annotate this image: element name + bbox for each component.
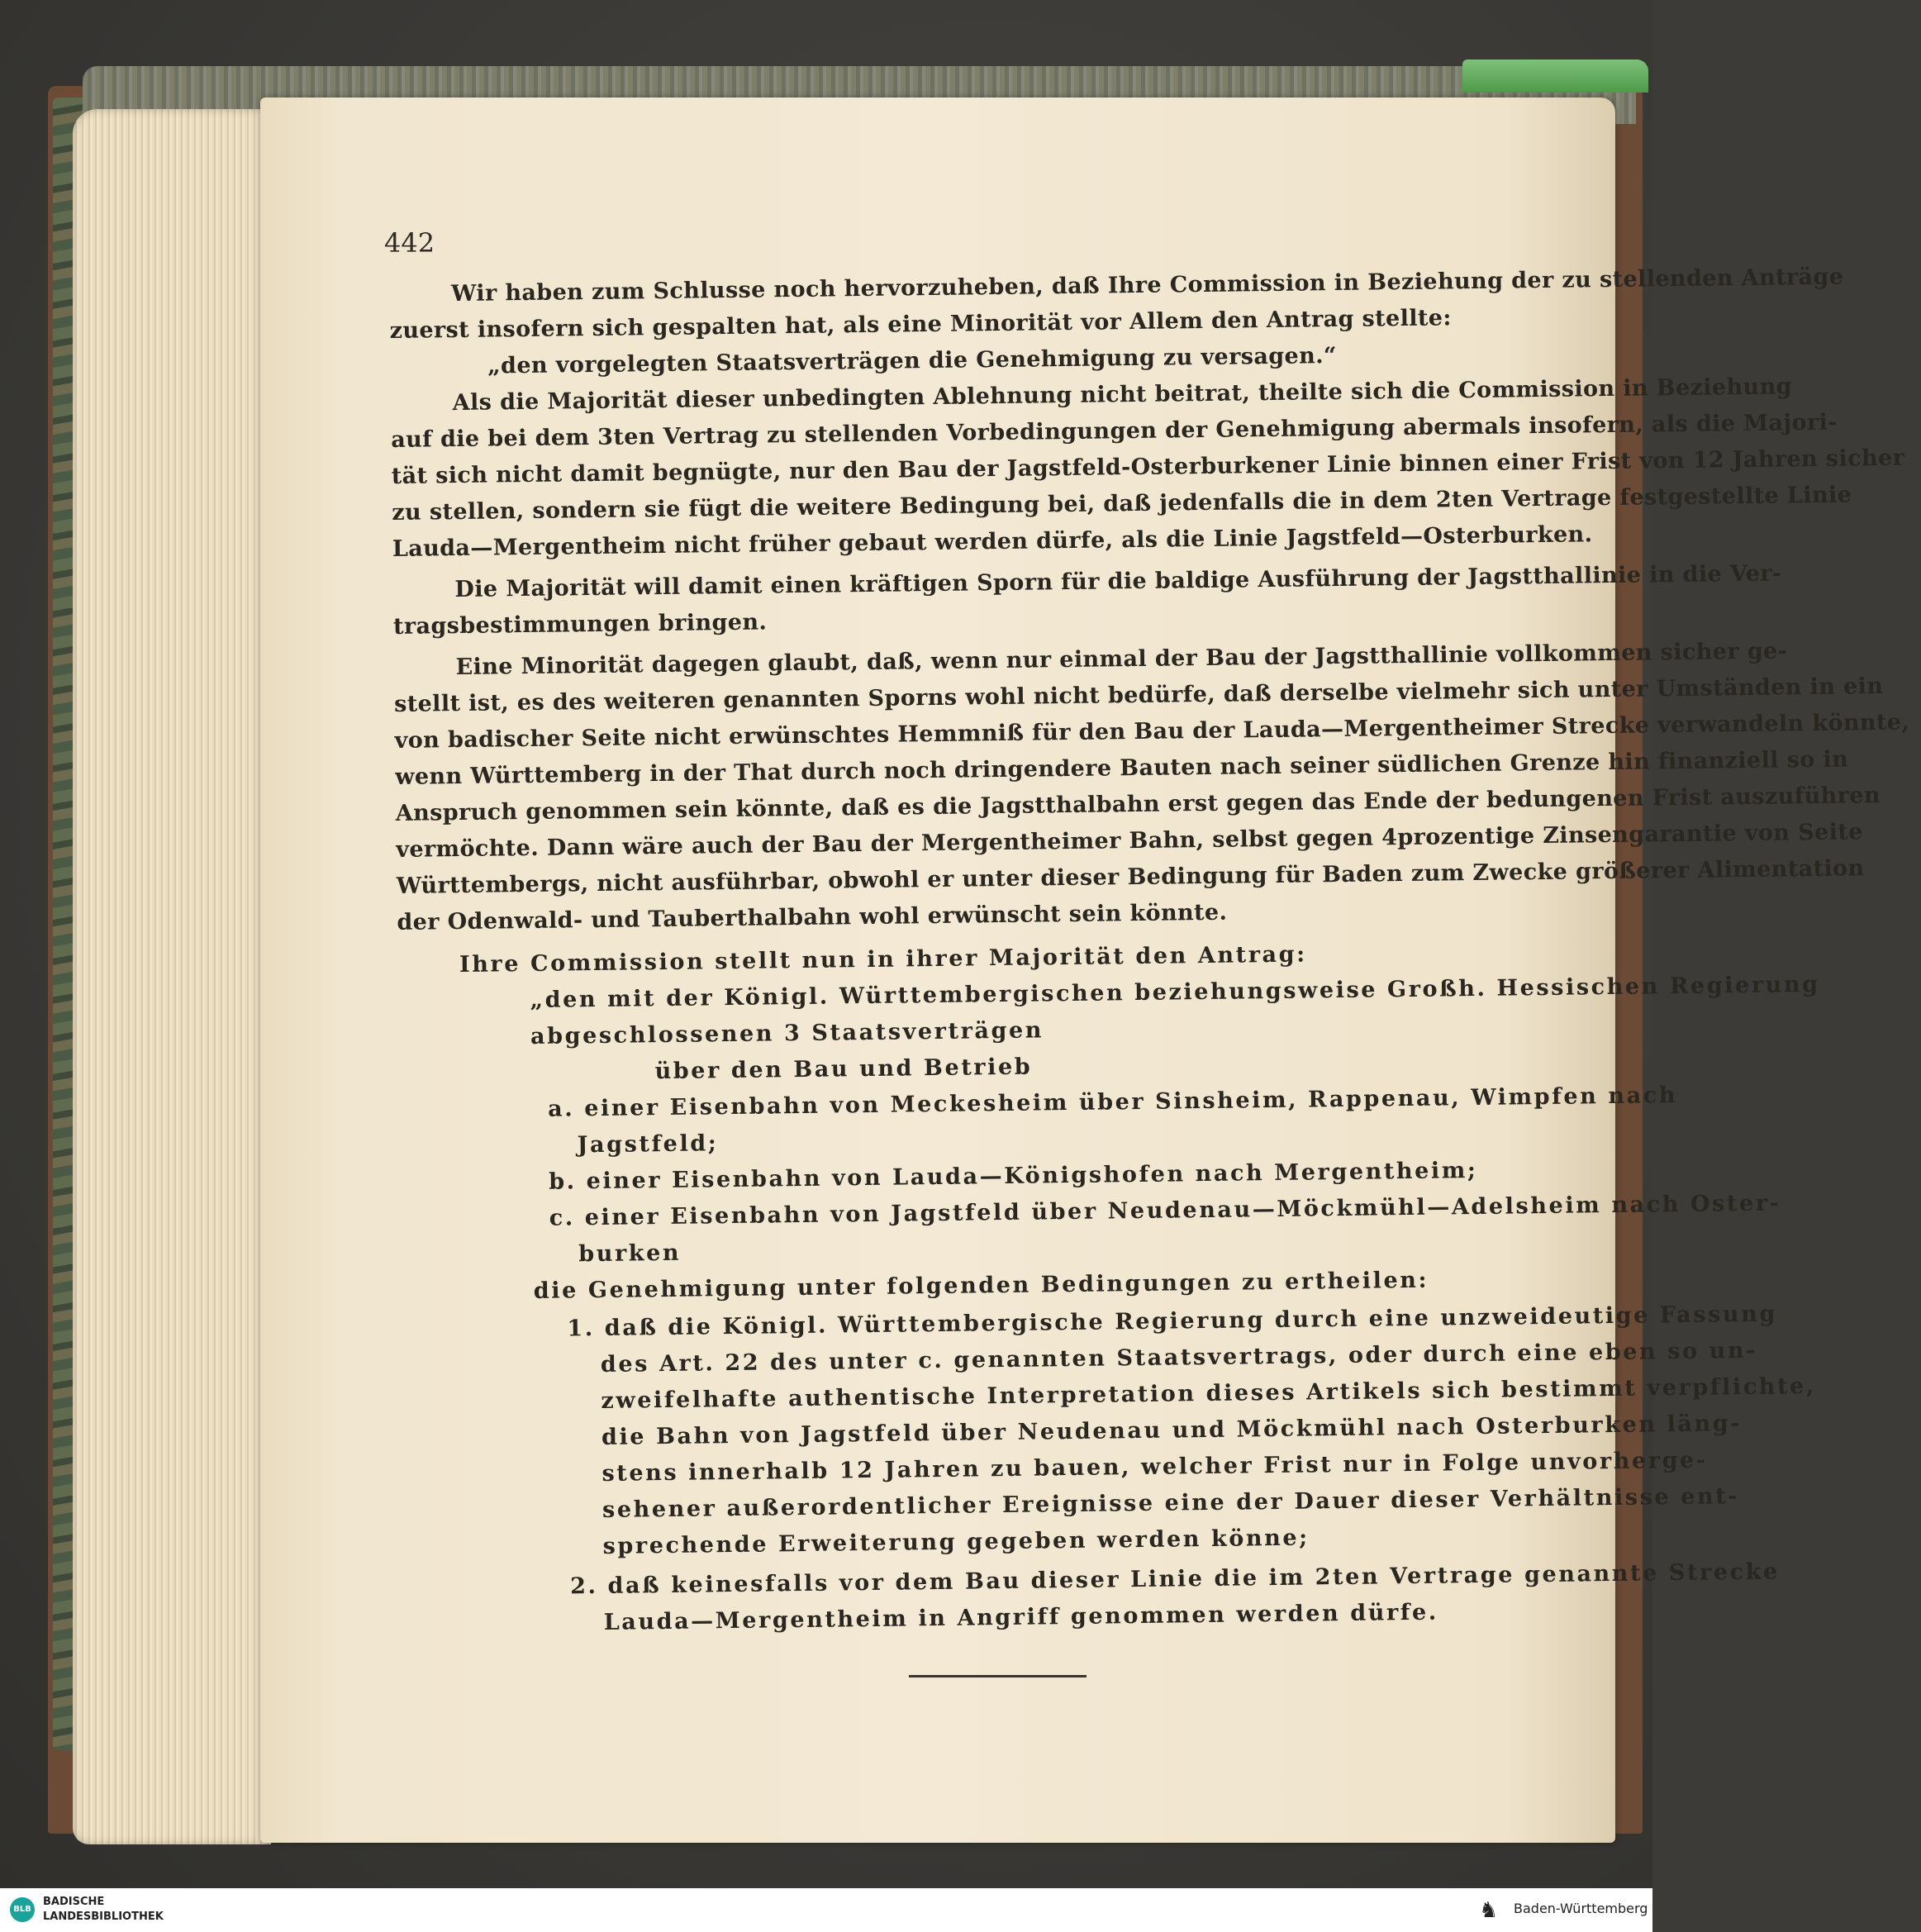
page-stack [73, 109, 271, 1844]
list-item-b: b. einer Eisenbahn von Lauda—Königshofen nach Mergentheim; [549, 1157, 1478, 1195]
text-line: stellt ist, es des weiteren genannten Sporns wohl nicht bedürfe, daß derselbe vielmehr sich unter Umständen in ein [393, 673, 1884, 717]
page-number: 442 [384, 227, 435, 259]
condition-2-cont: Lauda—Mergentheim in Angriff genommen werden dürfe. [603, 1599, 1438, 1635]
text-line: Lauda—Mergentheim nicht früher gebaut werden dürfe, als die Linie Jagstfeld—Osterburken. [392, 521, 1593, 562]
text-line: Anspruch genommen sein könnte, daß es die Jagstthalbahn erst gegen das Ende der bedungenen Frist auszuführen [395, 782, 1881, 826]
text-line: zuerst insofern sich gespalten hat, als eine Minorität vor Allem den Antrag stellte: [389, 305, 1452, 344]
text-line: zu stellen, sondern sie fügt die weitere Bedingung bei, daß jedenfalls die in dem 2ten Vertrage festgestellte Linie [392, 482, 1852, 526]
text-line: Württembergs, nicht ausführbar, obwohl er unter dieser Bedingung für Baden zum Zwecke größerer Alimentation [396, 855, 1865, 899]
condition-1: 1. daß die Königl. Württembergische Regierung durch eine unzweideutige Fassung [567, 1301, 1778, 1342]
quote-line: „den vorgelegten Staatsverträgen die Genehmigung zu versagen.“ [487, 342, 1338, 379]
bookmark-ribbon [1462, 59, 1648, 93]
list-item-c-cont: burken [578, 1240, 682, 1268]
footer-bar [0, 1888, 1652, 1932]
motion-line: Ihre Commission stellt nun in ihrer Majorität den Antrag: [459, 941, 1307, 978]
text-line: der Odenwald- und Tauberthalbahn wohl erwünscht sein könnte. [397, 899, 1228, 935]
condition-1-cont: des Art. 22 des unter c. genannten Staatsvertrags, oder durch eine eben so un- [600, 1337, 1758, 1378]
motion-line: „den mit der Königl. Württembergischen beziehungsweise Großh. Hessischen Regierung [530, 971, 1820, 1013]
text-line: Wir haben zum Schlusse noch hervorzuheben, daß Ihre Commission in Beziehung der zu stellenden Anträge [450, 264, 1844, 307]
list-item-c: c. einer Eisenbahn von Jagstfeld über Neudenau—Möckmühl—Adelsheim nach Oster- [549, 1190, 1781, 1231]
text-line: tät sich nicht damit begnügte, nur den Bau der Jagstfeld-Osterburkener Linie binnen einer Frist von 12 Jahren sicher [391, 445, 1905, 489]
library-name-line2: LANDESBIBLIOTHEK [43, 1911, 164, 1923]
text-line: auf die bei dem 3ten Vertrag zu stellenden Vorbedingungen der Genehmigung abermals insofern, als die Majori- [391, 409, 1838, 453]
library-name-line1: BADISCHE [43, 1896, 105, 1908]
condition-1-cont: sehener außerordentlicher Ereignisse eine der Dauer dieser Verhältnisse ent- [602, 1483, 1740, 1523]
text-line: Die Majorität will damit einen kräftigen Sporn für die baldige Ausführung der Jagstthallinie in die Ver- [454, 560, 1782, 603]
library-name[interactable] [43, 1895, 164, 1925]
list-item-a-cont: Jagstfeld; [577, 1130, 719, 1159]
text-line: von badischer Seite nicht erwünschtes Hemmniß für den Bau der Lauda—Mergentheimer Strecke verwandeln könnte, [394, 709, 1910, 754]
condition-1-cont: die Bahn von Jagstfeld über Neudenau und Möckmühl nach Osterburken läng- [601, 1411, 1743, 1450]
list-item-a: a. einer Eisenbahn von Meckesheim über Sinsheim, Rappenau, Wimpfen nach [547, 1083, 1678, 1122]
blb-logo-icon[interactable]: BLB [10, 1897, 35, 1922]
motion-line: über den Bau und Betrieb [654, 1054, 1033, 1085]
motion-line: abgeschlossenen 3 Staatsverträgen [530, 1017, 1044, 1049]
text-line: Als die Majorität dieser unbedingten Ablehnung nicht beitrat, theilte sich die Commission in Beziehung [452, 374, 1793, 416]
condition-2: 2. daß keinesfalls vor dem Bau dieser Linie die im 2ten Vertrage genannte Strecke [570, 1558, 1780, 1600]
state-name[interactable]: Baden-Württemberg [1514, 1901, 1648, 1916]
condition-1-cont: stens innerhalb 12 Jahren zu bauen, welcher Frist nur in Folge unvorherge- [602, 1447, 1708, 1487]
text-line: vermöchte. Dann wäre auch der Bau der Mergentheimer Bahn, selbst gegen 4prozentige Zinsengarantie von Seite [396, 819, 1863, 863]
condition-1-cont: zweifelhafte authentische Interpretation dieses Artikels sich bestimmt verpflichte, [601, 1373, 1817, 1414]
condition-1-cont: sprechende Erweiterung gegeben werden könne; [602, 1525, 1310, 1559]
closing-rule [909, 1675, 1087, 1677]
text-line: tragsbestimmungen bringen. [392, 609, 768, 640]
text-line: wenn Württemberg in der That durch noch dringendere Bauten nach seiner südlichen Grenze hin finanziell so in [395, 746, 1849, 790]
state-lions-crest-icon[interactable]: ♞ [1479, 1898, 1499, 1923]
text-line: Eine Minorität dagegen glaubt, daß, wenn nur einmal der Bau der Jagstthallinie vollkommen sicher ge- [455, 638, 1788, 681]
motion-line: die Genehmigung unter folgenden Bedingungen zu ertheilen: [533, 1267, 1429, 1304]
